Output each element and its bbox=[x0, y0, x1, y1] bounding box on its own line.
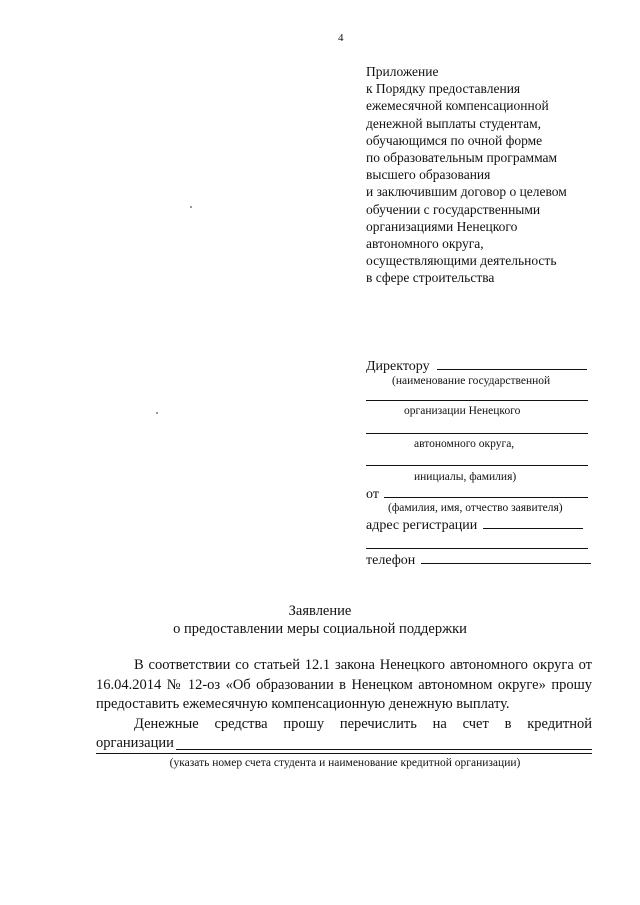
appendix-line: и заключившим договор о целевом bbox=[366, 184, 567, 200]
appendix-line: в сфере строительства bbox=[366, 270, 495, 286]
scan-speck bbox=[190, 206, 192, 208]
caption-org-name: (наименование государственной bbox=[392, 375, 551, 387]
appendix-line: Приложение bbox=[366, 64, 439, 79]
appendix-line: к Порядку предоставления bbox=[366, 81, 521, 97]
address-line bbox=[483, 516, 583, 529]
blank-line bbox=[366, 548, 588, 549]
blank-line bbox=[366, 433, 588, 434]
organization-line bbox=[176, 737, 592, 750]
appendix-line: по образовательным программам bbox=[366, 150, 558, 166]
from-label: от bbox=[366, 487, 379, 502]
statement-subtitle: о предоставлении меры социальной поддержки bbox=[173, 621, 467, 637]
appendix-line: денежной выплаты студентам, bbox=[366, 115, 542, 131]
page-number: 4 bbox=[338, 32, 344, 44]
appendix-line: обучающимся по очной форме bbox=[366, 132, 543, 148]
appendix-line: организациями Ненецкого bbox=[366, 218, 518, 234]
caption-autonomous: автономного округа, bbox=[414, 438, 515, 450]
statement-body bbox=[96, 656, 592, 754]
appendix-line: ежемесячной компенсационной bbox=[366, 98, 549, 114]
scan-speck bbox=[156, 412, 158, 414]
organization-row bbox=[96, 734, 592, 754]
organization-label: организации bbox=[96, 735, 174, 751]
caption-org-nenets: организации Ненецкого bbox=[404, 405, 521, 417]
blank-line bbox=[366, 465, 588, 466]
account-caption: (указать номер счета студента и наименование кредитной организации) bbox=[169, 757, 521, 769]
address-row bbox=[366, 516, 583, 534]
caption-initials: инициалы, фамилия) bbox=[414, 471, 517, 483]
appendix-line: автономного округа, bbox=[366, 236, 484, 252]
from-line bbox=[384, 485, 588, 498]
director-row bbox=[366, 357, 587, 375]
address-label: адрес регистрации bbox=[366, 518, 478, 533]
phone-line bbox=[421, 551, 591, 564]
statement-paragraph-1: В соответствии со статьей 12.1 закона Ненецкого автономного округа от 16.04.2014 № 12-оз «Об образовании в Ненецком автономном округе» прошу предоставить ежемесячную компенсационную денежную выплату. bbox=[96, 657, 592, 712]
blank-line bbox=[366, 400, 588, 401]
appendix-line: осуществляющими деятельность bbox=[366, 253, 557, 269]
phone-label: телефон bbox=[366, 553, 416, 568]
director-label: Директору bbox=[366, 359, 430, 374]
director-line bbox=[437, 357, 587, 370]
appendix-line: обучении с государственными bbox=[366, 201, 541, 217]
account-line bbox=[96, 753, 592, 754]
from-row bbox=[366, 485, 588, 503]
statement-title: Заявление bbox=[288, 603, 352, 619]
appendix-line: высшего образования bbox=[366, 167, 491, 183]
appendix-block bbox=[366, 63, 567, 287]
phone-row bbox=[366, 551, 591, 569]
statement-paragraph-2: Денежные средства прошу перечислить на счет в кредитной bbox=[134, 715, 592, 732]
caption-applicant: (фамилия, имя, отчество заявителя) bbox=[388, 502, 563, 514]
